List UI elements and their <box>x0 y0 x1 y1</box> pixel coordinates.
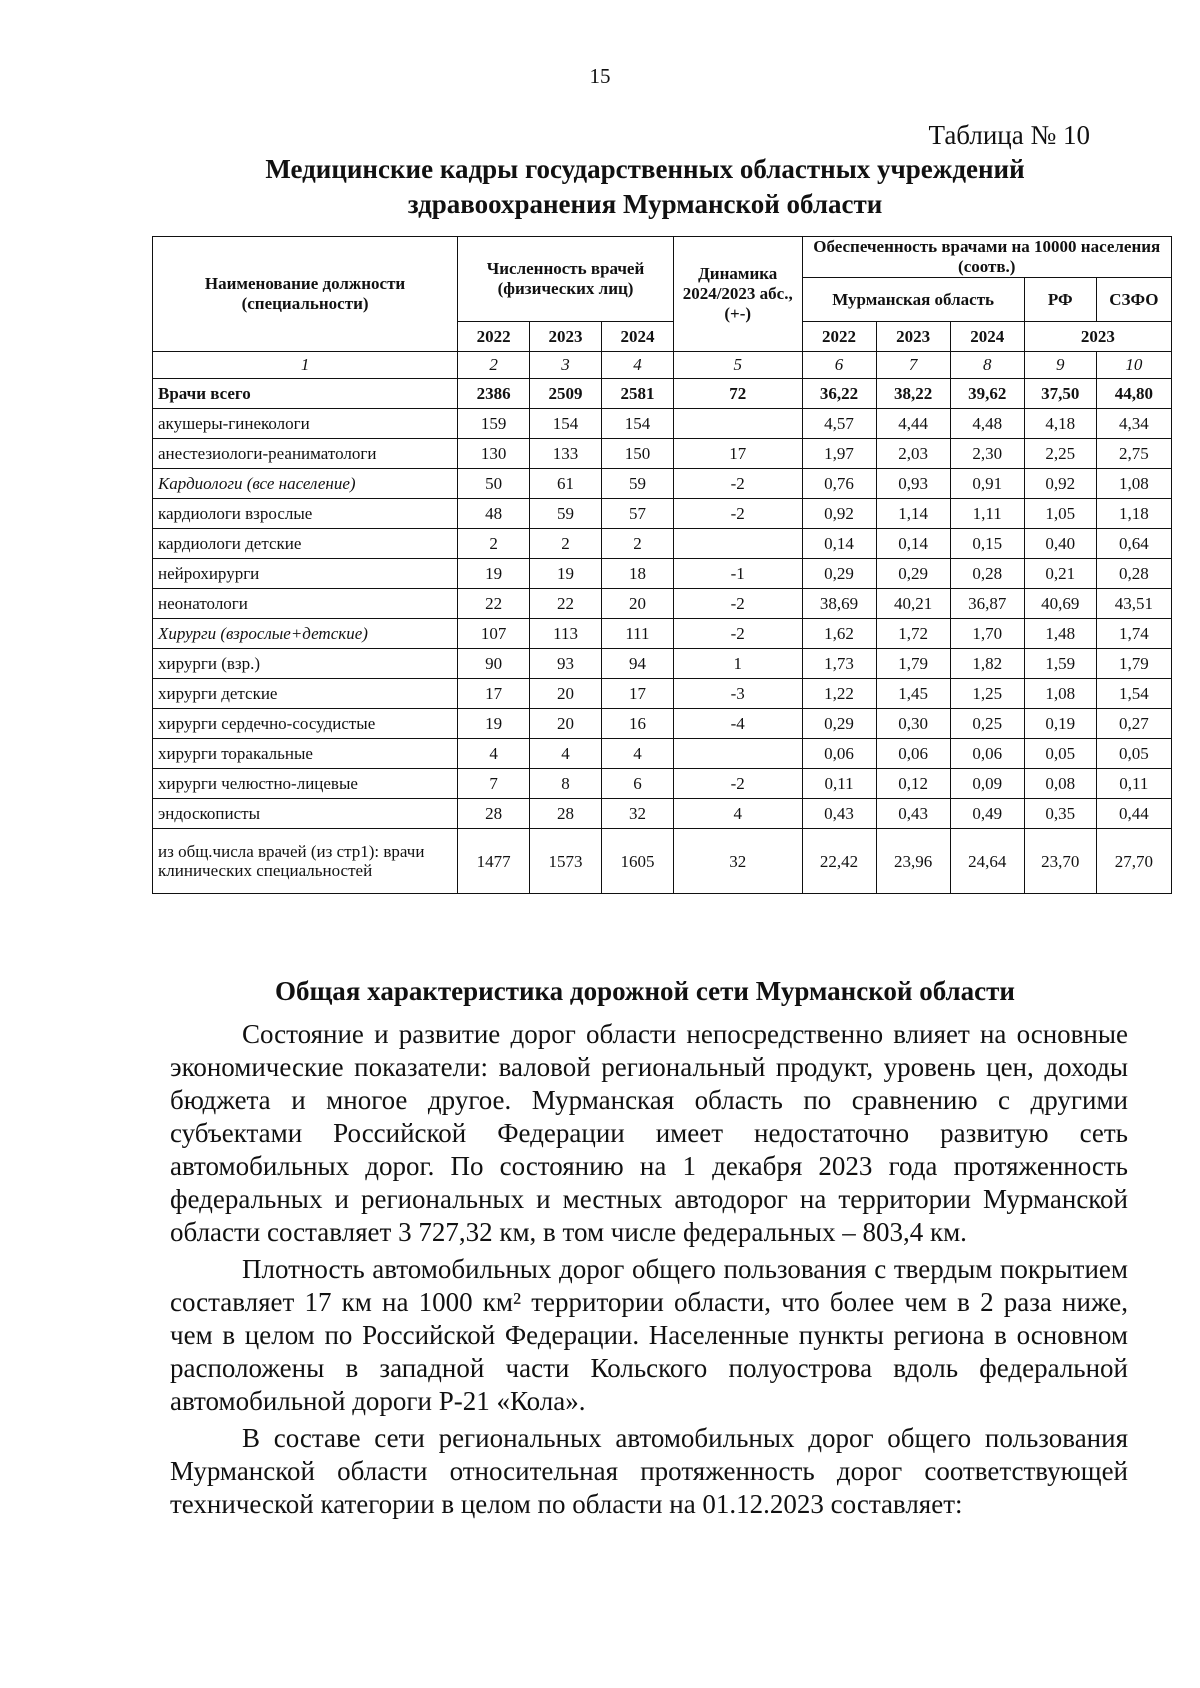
column-number: 10 <box>1096 352 1171 379</box>
medical-staff-table <box>152 236 1172 894</box>
cell-c2022: 17 <box>458 679 530 709</box>
cell-szfo: 1,79 <box>1096 649 1171 679</box>
table-row <box>153 769 1172 799</box>
body-text <box>170 1018 1128 1525</box>
table-row <box>153 439 1172 469</box>
row-name: кардиологи взрослые <box>153 499 458 529</box>
cell-p2024: 1,25 <box>950 679 1024 709</box>
row-name: из общ.числа врачей (из стр1): врачи клинических специальностей <box>153 829 458 894</box>
cell-c2024: 18 <box>601 559 673 589</box>
cell-c2022: 19 <box>458 709 530 739</box>
table-title <box>0 152 1200 222</box>
cell-p2023: 0,14 <box>876 529 950 559</box>
cell-p2022: 0,92 <box>802 499 876 529</box>
table-row <box>153 559 1172 589</box>
row-name: эндоскописты <box>153 799 458 829</box>
cell-p2023: 0,43 <box>876 799 950 829</box>
row-name: Врачи всего <box>153 379 458 409</box>
cell-rf: 4,18 <box>1024 409 1096 439</box>
cell-p2024: 2,30 <box>950 439 1024 469</box>
cell-p2024: 39,62 <box>950 379 1024 409</box>
table-row <box>153 409 1172 439</box>
cell-c2024: 2 <box>601 529 673 559</box>
cell-p2024: 1,82 <box>950 649 1024 679</box>
cell-szfo: 1,54 <box>1096 679 1171 709</box>
cell-c2023: 8 <box>530 769 602 799</box>
header-position: Наименование должности (специальности) <box>153 237 458 352</box>
row-name: Кардиологи (все население) <box>153 469 458 499</box>
cell-p2024: 0,28 <box>950 559 1024 589</box>
cell-c2023: 113 <box>530 619 602 649</box>
row-name: нейрохирурги <box>153 559 458 589</box>
cell-p2023: 1,14 <box>876 499 950 529</box>
cell-dyn: 17 <box>673 439 802 469</box>
cell-p2024: 0,15 <box>950 529 1024 559</box>
row-name: кардиологи детские <box>153 529 458 559</box>
cell-c2022: 159 <box>458 409 530 439</box>
cell-p2023: 1,72 <box>876 619 950 649</box>
cell-rf: 0,08 <box>1024 769 1096 799</box>
cell-c2023: 22 <box>530 589 602 619</box>
cell-rf: 0,40 <box>1024 529 1096 559</box>
cell-c2024: 94 <box>601 649 673 679</box>
cell-c2023: 2 <box>530 529 602 559</box>
table-row <box>153 679 1172 709</box>
cell-p2022: 0,29 <box>802 559 876 589</box>
cell-dyn <box>673 529 802 559</box>
cell-c2022: 90 <box>458 649 530 679</box>
cell-c2022: 19 <box>458 559 530 589</box>
header-year-2023: 2023 <box>530 322 602 352</box>
cell-p2023: 0,06 <box>876 739 950 769</box>
cell-szfo: 0,44 <box>1096 799 1171 829</box>
cell-c2022: 7 <box>458 769 530 799</box>
cell-c2023: 28 <box>530 799 602 829</box>
cell-c2023: 19 <box>530 559 602 589</box>
row-name: Хирурги (взрослые+детские) <box>153 619 458 649</box>
cell-szfo: 0,11 <box>1096 769 1171 799</box>
table-caption: Таблица № 10 <box>928 120 1090 150</box>
header-provision-2023: 2023 <box>876 322 950 352</box>
cell-dyn: -4 <box>673 709 802 739</box>
cell-c2023: 1573 <box>530 829 602 894</box>
header-year-2024: 2024 <box>601 322 673 352</box>
table-row <box>153 379 1172 409</box>
cell-p2022: 1,22 <box>802 679 876 709</box>
page-number: 15 <box>589 64 611 88</box>
header-provision-2022: 2022 <box>802 322 876 352</box>
cell-szfo: 2,75 <box>1096 439 1171 469</box>
row-name: акушеры-гинекологи <box>153 409 458 439</box>
cell-c2023: 20 <box>530 709 602 739</box>
cell-rf: 1,48 <box>1024 619 1096 649</box>
cell-c2023: 61 <box>530 469 602 499</box>
cell-dyn: -2 <box>673 769 802 799</box>
cell-c2022: 2 <box>458 529 530 559</box>
cell-rf: 23,70 <box>1024 829 1096 894</box>
cell-szfo: 0,05 <box>1096 739 1171 769</box>
cell-szfo: 0,27 <box>1096 709 1171 739</box>
cell-p2023: 38,22 <box>876 379 950 409</box>
cell-c2022: 2386 <box>458 379 530 409</box>
cell-dyn <box>673 409 802 439</box>
header-rf-szfo-2023: 2023 <box>1024 322 1171 352</box>
table-row <box>153 619 1172 649</box>
cell-p2024: 1,11 <box>950 499 1024 529</box>
cell-c2024: 59 <box>601 469 673 499</box>
cell-p2022: 0,76 <box>802 469 876 499</box>
cell-p2022: 0,29 <box>802 709 876 739</box>
cell-c2023: 59 <box>530 499 602 529</box>
cell-c2024: 2581 <box>601 379 673 409</box>
table-title-line1: Медицинские кадры государственных областных учреждений <box>265 154 1025 184</box>
cell-p2024: 0,49 <box>950 799 1024 829</box>
cell-rf: 0,35 <box>1024 799 1096 829</box>
cell-c2023: 20 <box>530 679 602 709</box>
cell-szfo: 43,51 <box>1096 589 1171 619</box>
column-number: 4 <box>601 352 673 379</box>
cell-p2022: 1,62 <box>802 619 876 649</box>
cell-p2022: 22,42 <box>802 829 876 894</box>
table-row <box>153 829 1172 894</box>
section-heading: Общая характеристика дорожной сети Мурманской области <box>275 976 1015 1006</box>
cell-p2024: 36,87 <box>950 589 1024 619</box>
paragraph: Плотность автомобильных дорог общего пользования с твердым покрытием составляет 17 км на 1000 км² территории области, что более чем в 2 раза ниже, чем в целом по Российской Федерации. Населенные пункты региона в основном расположены в западной части Кольского полуострова вдоль федеральной автомобильной дороги Р-21 «Кола». <box>170 1254 1128 1416</box>
cell-p2022: 38,69 <box>802 589 876 619</box>
cell-c2022: 28 <box>458 799 530 829</box>
row-name: хирурги детские <box>153 679 458 709</box>
header-doctors-count: Численность врачей (физических лиц) <box>458 237 674 322</box>
cell-p2022: 4,57 <box>802 409 876 439</box>
column-number: 9 <box>1024 352 1096 379</box>
table-row <box>153 799 1172 829</box>
cell-szfo: 27,70 <box>1096 829 1171 894</box>
cell-p2022: 1,73 <box>802 649 876 679</box>
cell-c2023: 133 <box>530 439 602 469</box>
cell-c2024: 16 <box>601 709 673 739</box>
cell-p2023: 23,96 <box>876 829 950 894</box>
cell-c2024: 154 <box>601 409 673 439</box>
table-row <box>153 709 1172 739</box>
cell-p2024: 4,48 <box>950 409 1024 439</box>
cell-szfo: 0,64 <box>1096 529 1171 559</box>
column-number: 6 <box>802 352 876 379</box>
cell-c2022: 50 <box>458 469 530 499</box>
header-dynamics: Динамика 2024/2023 абс., (+-) <box>673 237 802 352</box>
paragraph: Состояние и развитие дорог области непосредственно влияет на основные экономические показатели: валовой региональный продукт, уровень цен, доходы бюджета и многое другое. Мурманская область по сравнению с другими субъектами Российской Федерации имеет недостаточно развитую сеть автомобильных дорог. По состоянию на 1 декабря 2023 года протяженность федеральных и региональных и местных автодорог на территории Мурманской области составляет 3 727,32 км, в том числе федеральных – 803,4 км. <box>170 1019 1128 1247</box>
cell-szfo: 1,08 <box>1096 469 1171 499</box>
column-numbers-row <box>153 352 1172 379</box>
cell-p2022: 0,11 <box>802 769 876 799</box>
cell-p2022: 0,06 <box>802 739 876 769</box>
cell-p2023: 0,29 <box>876 559 950 589</box>
cell-rf: 2,25 <box>1024 439 1096 469</box>
cell-rf: 0,19 <box>1024 709 1096 739</box>
header-provision: Обеспеченность врачами на 10000 населения (соотв.) <box>802 237 1172 278</box>
cell-rf: 37,50 <box>1024 379 1096 409</box>
column-number: 8 <box>950 352 1024 379</box>
cell-c2024: 150 <box>601 439 673 469</box>
cell-dyn: -3 <box>673 679 802 709</box>
cell-c2022: 107 <box>458 619 530 649</box>
cell-c2022: 1477 <box>458 829 530 894</box>
cell-rf: 0,92 <box>1024 469 1096 499</box>
column-number: 3 <box>530 352 602 379</box>
cell-p2023: 0,30 <box>876 709 950 739</box>
header-provision-2024: 2024 <box>950 322 1024 352</box>
cell-p2024: 0,91 <box>950 469 1024 499</box>
cell-p2022: 1,97 <box>802 439 876 469</box>
cell-p2024: 24,64 <box>950 829 1024 894</box>
cell-p2023: 4,44 <box>876 409 950 439</box>
cell-p2024: 0,09 <box>950 769 1024 799</box>
cell-dyn: -1 <box>673 559 802 589</box>
paragraph: В составе сети региональных автомобильных дорог общего пользования Мурманской области относительная протяженность дорог соответствующей технической категории в целом по области на 01.12.2023 составляет: <box>170 1423 1128 1519</box>
table-row <box>153 499 1172 529</box>
cell-p2023: 1,45 <box>876 679 950 709</box>
column-number: 2 <box>458 352 530 379</box>
cell-c2022: 4 <box>458 739 530 769</box>
cell-dyn: -2 <box>673 499 802 529</box>
cell-c2024: 32 <box>601 799 673 829</box>
cell-p2024: 1,70 <box>950 619 1024 649</box>
cell-rf: 0,21 <box>1024 559 1096 589</box>
row-name: анестезиологи-реаниматологи <box>153 439 458 469</box>
cell-p2023: 40,21 <box>876 589 950 619</box>
table-row <box>153 529 1172 559</box>
row-name: хирурги сердечно-сосудистые <box>153 709 458 739</box>
cell-p2022: 36,22 <box>802 379 876 409</box>
cell-dyn: 1 <box>673 649 802 679</box>
cell-c2024: 57 <box>601 499 673 529</box>
cell-szfo: 44,80 <box>1096 379 1171 409</box>
row-name: неонатологи <box>153 589 458 619</box>
header-szfo: СЗФО <box>1096 278 1171 322</box>
header-murmansk: Мурманская область <box>802 278 1024 322</box>
cell-p2024: 0,25 <box>950 709 1024 739</box>
header-rf: РФ <box>1024 278 1096 322</box>
cell-c2023: 93 <box>530 649 602 679</box>
cell-rf: 40,69 <box>1024 589 1096 619</box>
column-number: 1 <box>153 352 458 379</box>
cell-rf: 0,05 <box>1024 739 1096 769</box>
cell-c2022: 130 <box>458 439 530 469</box>
cell-rf: 1,05 <box>1024 499 1096 529</box>
row-name: хирурги челюстно-лицевые <box>153 769 458 799</box>
table-row <box>153 469 1172 499</box>
cell-rf: 1,59 <box>1024 649 1096 679</box>
cell-c2024: 4 <box>601 739 673 769</box>
cell-p2024: 0,06 <box>950 739 1024 769</box>
cell-szfo: 0,28 <box>1096 559 1171 589</box>
cell-dyn: 4 <box>673 799 802 829</box>
cell-p2023: 2,03 <box>876 439 950 469</box>
cell-rf: 1,08 <box>1024 679 1096 709</box>
cell-c2022: 48 <box>458 499 530 529</box>
cell-dyn: 32 <box>673 829 802 894</box>
header-year-2022: 2022 <box>458 322 530 352</box>
cell-p2023: 0,93 <box>876 469 950 499</box>
column-number: 5 <box>673 352 802 379</box>
cell-c2023: 154 <box>530 409 602 439</box>
cell-p2022: 0,14 <box>802 529 876 559</box>
cell-c2023: 2509 <box>530 379 602 409</box>
cell-p2022: 0,43 <box>802 799 876 829</box>
cell-c2024: 20 <box>601 589 673 619</box>
table-row <box>153 589 1172 619</box>
cell-dyn: 72 <box>673 379 802 409</box>
cell-c2024: 6 <box>601 769 673 799</box>
row-name: хирурги торакальные <box>153 739 458 769</box>
column-number: 7 <box>876 352 950 379</box>
cell-szfo: 1,74 <box>1096 619 1171 649</box>
cell-dyn: -2 <box>673 589 802 619</box>
cell-c2023: 4 <box>530 739 602 769</box>
cell-p2023: 0,12 <box>876 769 950 799</box>
cell-dyn: -2 <box>673 469 802 499</box>
cell-szfo: 4,34 <box>1096 409 1171 439</box>
table-row <box>153 739 1172 769</box>
cell-c2024: 1605 <box>601 829 673 894</box>
cell-dyn: -2 <box>673 619 802 649</box>
cell-dyn <box>673 739 802 769</box>
cell-c2022: 22 <box>458 589 530 619</box>
cell-p2023: 1,79 <box>876 649 950 679</box>
cell-szfo: 1,18 <box>1096 499 1171 529</box>
cell-c2024: 17 <box>601 679 673 709</box>
cell-c2024: 111 <box>601 619 673 649</box>
table-title-line2: здравоохранения Мурманской области <box>407 189 883 219</box>
table-row <box>153 649 1172 679</box>
row-name: хирурги (взр.) <box>153 649 458 679</box>
